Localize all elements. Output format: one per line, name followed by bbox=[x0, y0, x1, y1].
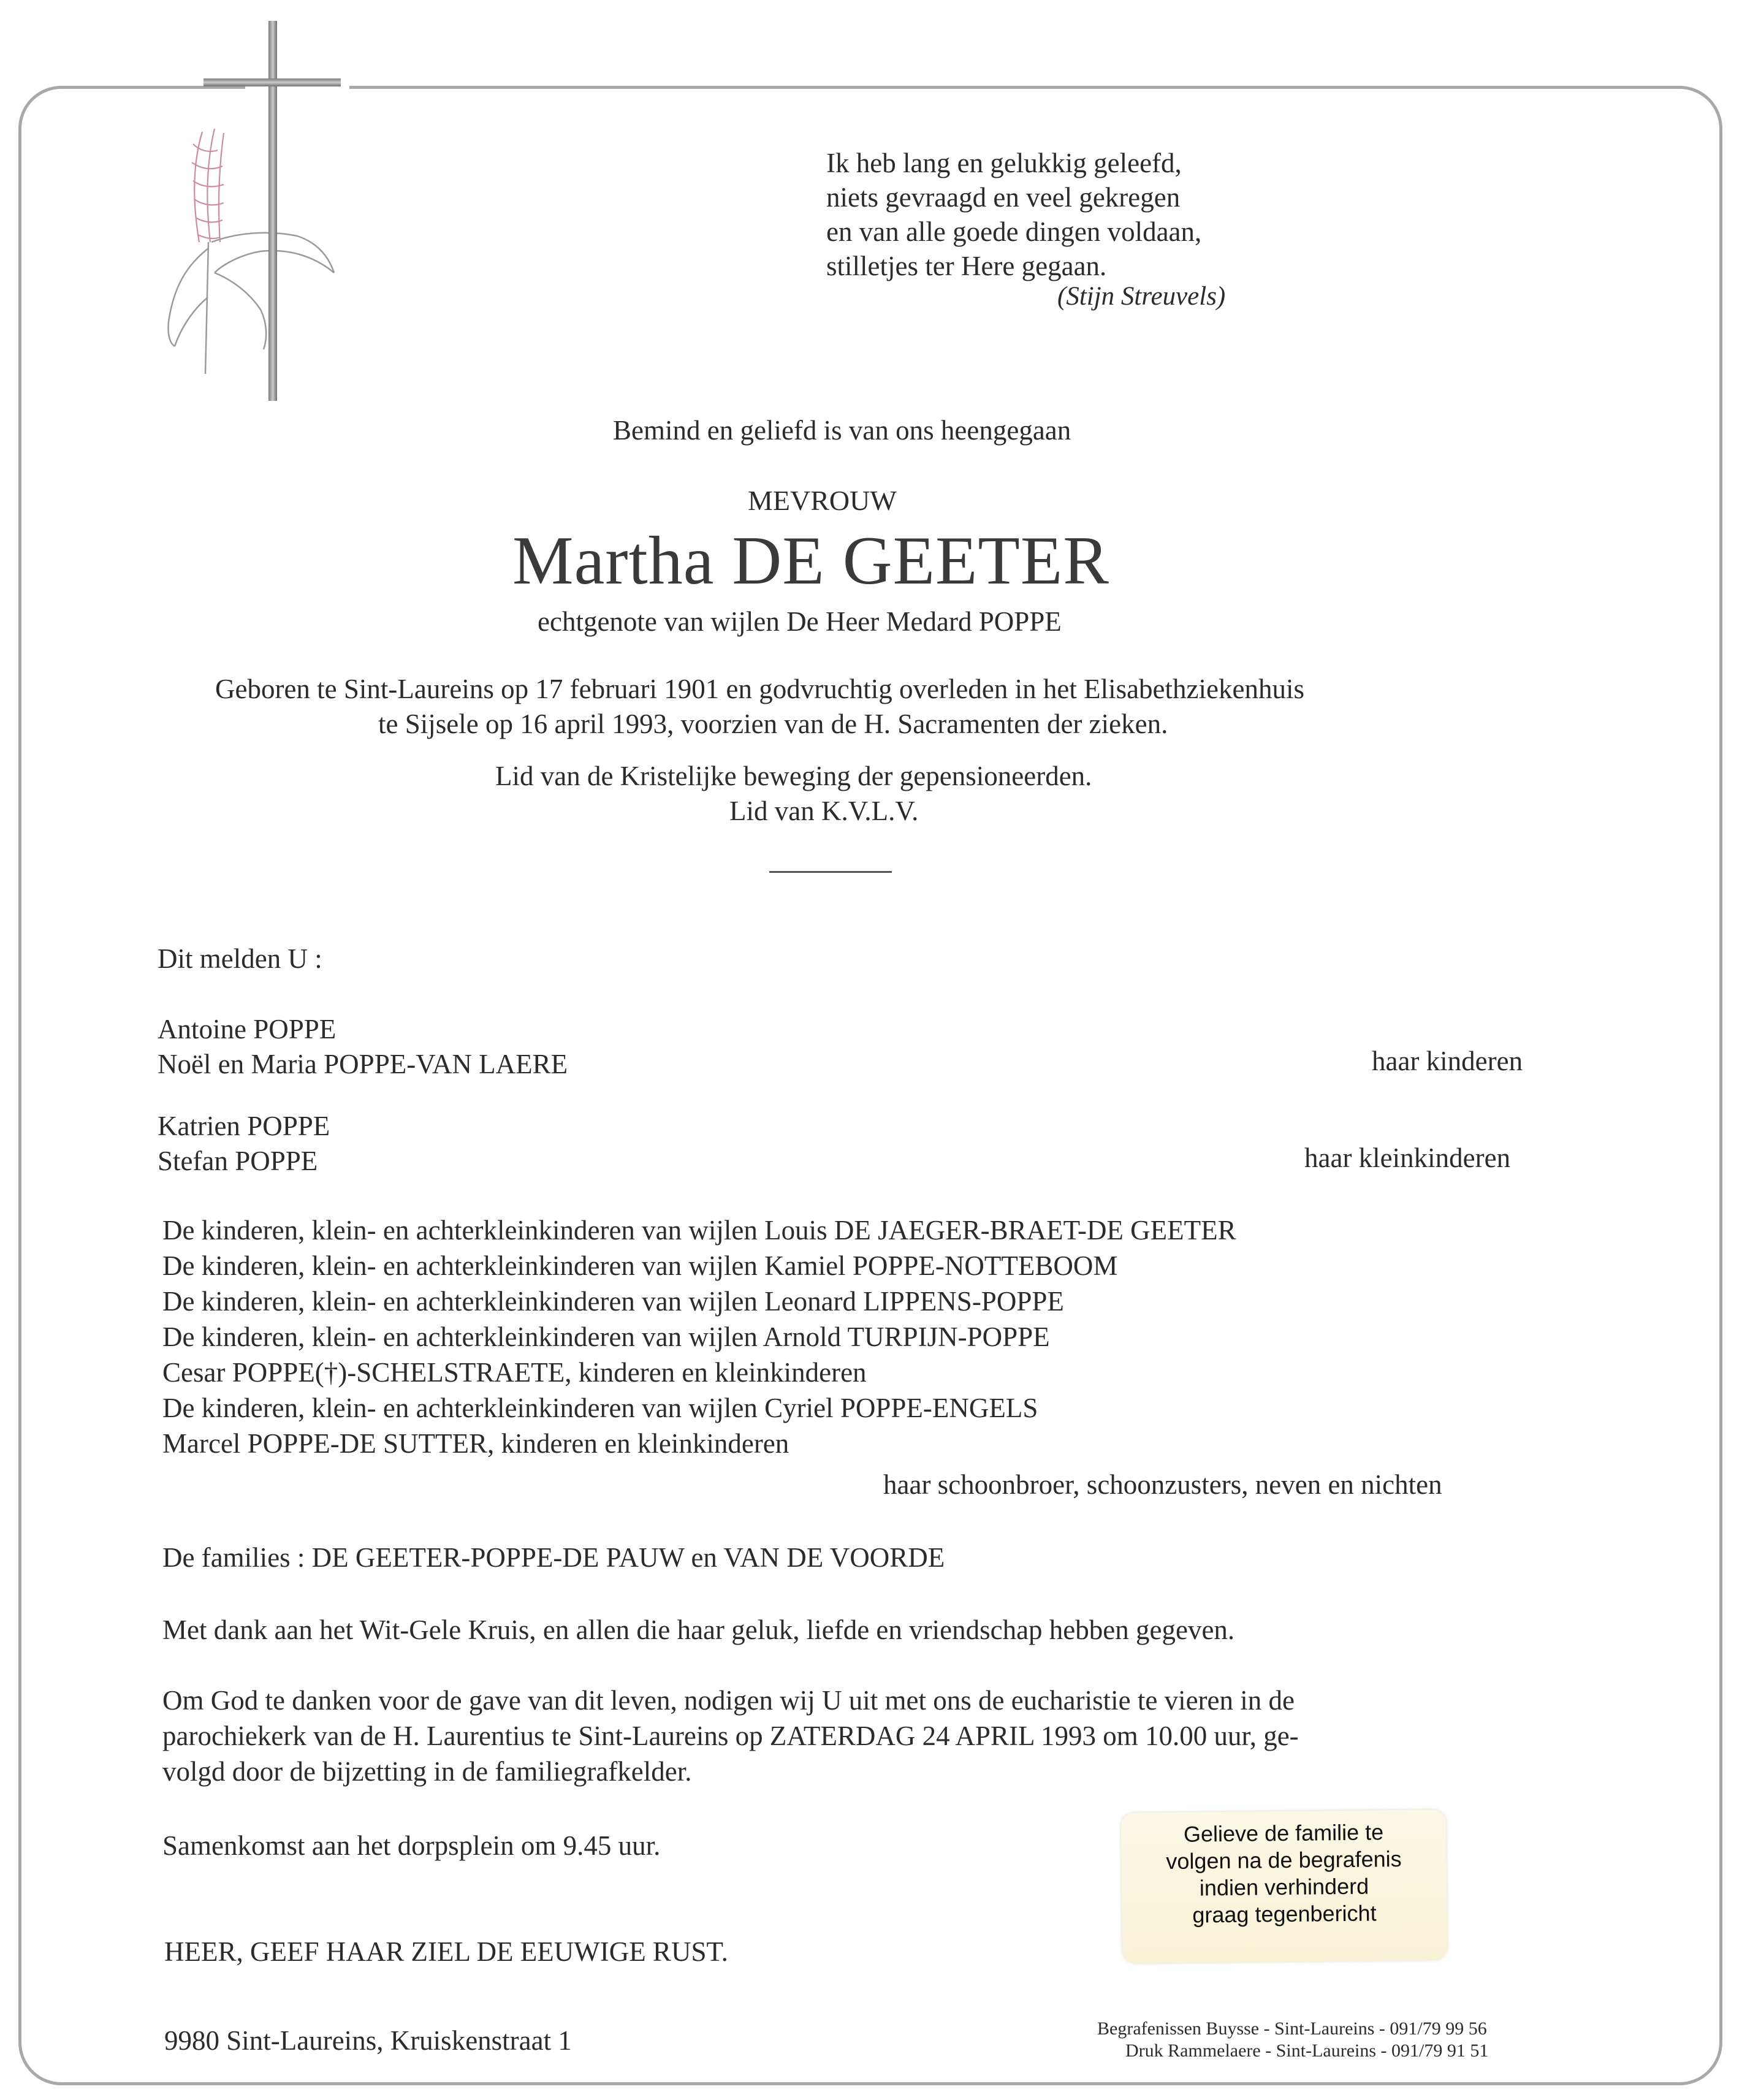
poem-line: Ik heb lang en gelukkig geleefd, bbox=[826, 148, 1182, 178]
grandchild-name: Stefan POPPE bbox=[158, 1146, 318, 1176]
birth-death-line-1: Geboren te Sint-Laureins op 17 februari 1901 en godvruchtig overleden in het Elisabethziekenhuis bbox=[215, 674, 1304, 704]
service-line-2: parochiekerk van de H. Laurentius te Sint-Laureins op ZATERDAG 24 APRIL 1993 om 10.00 uur, ge- bbox=[162, 1721, 1299, 1751]
separator-rule bbox=[769, 871, 892, 873]
relative-line: De kinderen, klein- en achterkleinkinderen van wijlen Arnold TURPIJN-POPPE bbox=[162, 1322, 1050, 1352]
child-name: Noël en Maria POPPE-VAN LAERE bbox=[158, 1049, 568, 1079]
membership-line-1: Lid van de Kristelijke beweging der gepensioneerden. bbox=[495, 761, 1092, 791]
relatives-label: haar schoonbroer, schoonzusters, neven en nichten bbox=[883, 1469, 1442, 1500]
child-name: Antoine POPPE bbox=[158, 1014, 337, 1044]
printer-credit: Druk Rammelaere - Sint-Laureins - 091/79 91 51 bbox=[1125, 2041, 1489, 2061]
poem-line: stilletjes ter Here gegaan. bbox=[826, 251, 1107, 281]
note-line: Gelieve de familie te bbox=[1183, 1819, 1384, 1847]
funeral-home-credit: Begrafenissen Buysse - Sint-Laureins - 091/79 99 56 bbox=[1097, 2018, 1487, 2039]
note-line: indien verhinderd bbox=[1199, 1873, 1369, 1901]
poem-author: (Stijn Streuvels) bbox=[1057, 282, 1226, 311]
grandchild-name: Katrien POPPE bbox=[158, 1111, 330, 1141]
note-line: graag tegenbericht bbox=[1192, 1900, 1377, 1928]
relative-line: Cesar POPPE(†)-SCHELSTRAETE, kinderen en kleinkinderen bbox=[162, 1357, 867, 1388]
honorific-title: MEVROUW bbox=[748, 485, 897, 516]
families-line: De families : DE GEETER-POPPE-DE PAUW en VAN DE VOORDE bbox=[162, 1542, 945, 1573]
poem bbox=[826, 146, 1201, 283]
deceased-name: Martha DE GEETER bbox=[512, 523, 1109, 599]
relative-line: De kinderen, klein- en achterkleinkinderen van wijlen Kamiel POPPE-NOTTEBOOM bbox=[162, 1250, 1118, 1281]
service-line-3: volgd door de bijzetting in de familiegrafkelder. bbox=[162, 1756, 692, 1787]
cross-vertical-bar bbox=[268, 21, 277, 401]
announcement-intro: Bemind en geliefd is van ons heengegaan bbox=[613, 415, 1071, 446]
prayer-line: HEER, GEEF HAAR ZIEL DE EEUWIGE RUST. bbox=[164, 1936, 728, 1967]
poem-line: niets gevraagd en veel gekregen bbox=[826, 182, 1181, 213]
wheat-ear-icon bbox=[156, 126, 340, 377]
family-intro: Dit melden U : bbox=[158, 943, 322, 974]
spouse-line: echtgenote van wijlen De Heer Medard POPPE bbox=[538, 606, 1062, 637]
membership-line-2: Lid van K.V.L.V. bbox=[729, 796, 919, 826]
grandchildren-label: haar kleinkinderen bbox=[1304, 1143, 1511, 1173]
thanks-line: Met dank aan het Wit-Gele Kruis, en allen die haar geluk, liefde en vriendschap hebben gegeven. bbox=[162, 1615, 1235, 1645]
note-line: volgen na de begrafenis bbox=[1166, 1846, 1402, 1874]
relative-line: De kinderen, klein- en achterkleinkinderen van wijlen Louis DE JAEGER-BRAET-DE GEETER bbox=[162, 1215, 1236, 1246]
relative-line: De kinderen, klein- en achterkleinkinderen van wijlen Leonard LIPPENS-POPPE bbox=[162, 1286, 1064, 1317]
children-label: haar kinderen bbox=[1372, 1046, 1523, 1076]
relative-line: De kinderen, klein- en achterkleinkinderen van wijlen Cyriel POPPE-ENGELS bbox=[162, 1393, 1038, 1423]
service-line-1: Om God te danken voor de gave van dit leven, nodigen wij U uit met ons de eucharistie te vieren in de bbox=[162, 1685, 1295, 1716]
sticky-note bbox=[1121, 1809, 1448, 1963]
birth-death-line-2: te Sijsele op 16 april 1993, voorzien van de H. Sacramenten der zieken. bbox=[378, 709, 1168, 739]
cross-horizontal-bar bbox=[203, 78, 341, 86]
relative-line: Marcel POPPE-DE SUTTER, kinderen en kleinkinderen bbox=[162, 1428, 789, 1459]
address-line: 9980 Sint-Laureins, Kruiskenstraat 1 bbox=[164, 2025, 572, 2056]
meeting-line: Samenkomst aan het dorpsplein om 9.45 uur. bbox=[162, 1830, 661, 1861]
poem-line: en van alle goede dingen voldaan, bbox=[826, 216, 1202, 247]
